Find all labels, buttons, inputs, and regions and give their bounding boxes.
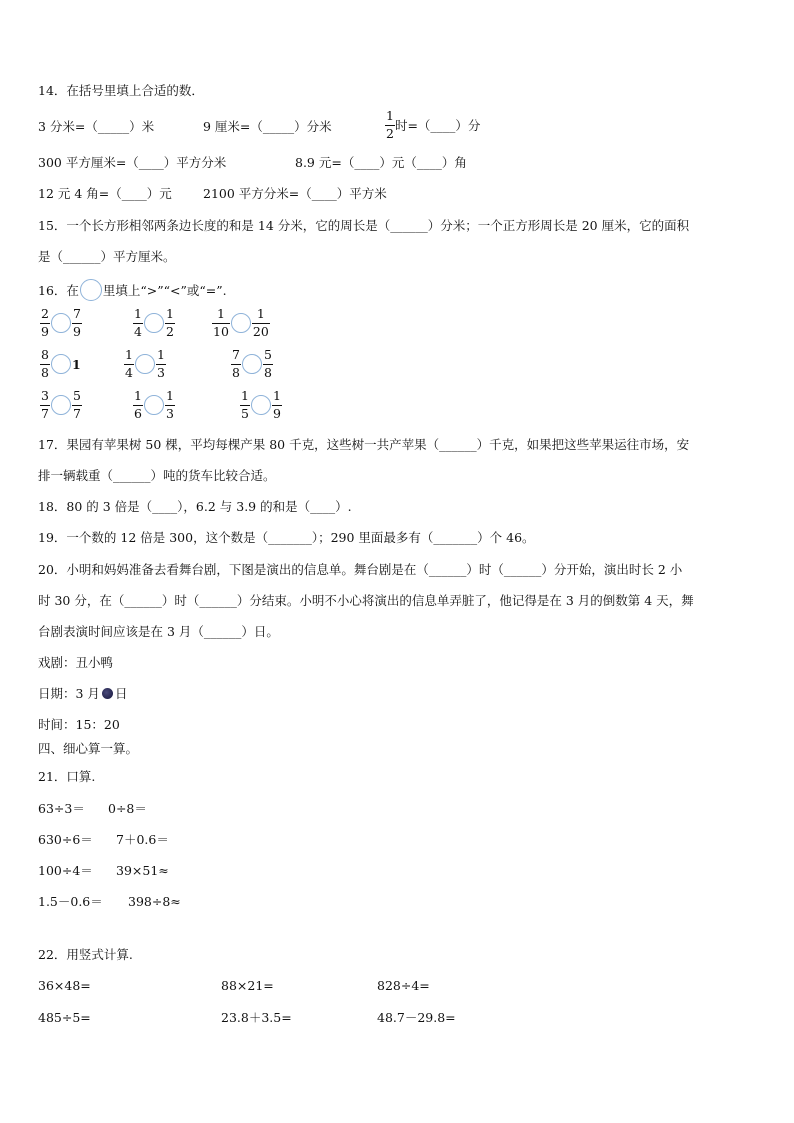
circle-icon	[80, 279, 102, 301]
compare-circle-input[interactable]	[242, 354, 262, 374]
q17-text: 排一辆载重（______）吨的货车比较合适。	[38, 468, 276, 483]
vertical-calc-item: 36×48=	[38, 978, 91, 993]
compare-circle-input[interactable]	[144, 313, 164, 333]
q20-date	[38, 684, 127, 702]
compare-item: $\frac{3}{7}$ $\frac{5}{7}$	[41, 388, 81, 421]
q19-text: 19．一个数的 12 倍是 300，这个数是（_______）；290 里面最多有（_______）个 46。	[38, 530, 535, 545]
q20-text: 台剧表演时间应该是在 3 月（______）日。	[38, 624, 279, 639]
q15-text: 15．一个长方形相邻两条边长度的和是 14 分米，它的周长是（______）分米；一个正方形周长是 20 厘米，它的面积	[38, 218, 690, 233]
q22-title: 22．用竖式计算.	[38, 947, 133, 962]
mental-calc-item: 630÷6＝	[38, 832, 93, 847]
q14-title: 14．在括号里填上合适的数．	[38, 83, 204, 98]
q20-text: 20．小明和妈妈准备去看舞台剧，下图是演出的信息单。舞台剧是在（______）时（______）分开始，演出时长 2 小	[38, 562, 683, 577]
mental-calc-item: 100÷4＝	[38, 863, 93, 878]
q20-drama: 戏剧：丑小鸭	[38, 655, 114, 670]
compare-item: $\frac{1}{4}$ $\frac{1}{2}$	[134, 306, 174, 339]
q16-title-pre: 16．在	[38, 283, 79, 298]
mental-calc-item: 398÷8≈	[128, 894, 181, 909]
compare-item: $\frac{7}{8}$ $\frac{5}{8}$	[232, 347, 272, 380]
q21-title: 21．口算.	[38, 769, 96, 784]
q14-item: 12 元 4 角=（____）元	[38, 186, 172, 201]
q14-item	[385, 110, 480, 140]
ink-smudge-icon	[102, 688, 113, 699]
vertical-calc-item: 48.7－29.8=	[377, 1010, 456, 1025]
compare-circle-input[interactable]	[144, 395, 164, 415]
q14-item: 2100 平方分米=（____）平方米	[203, 186, 387, 201]
q16-title-post: 里填上“>”“<”或“=”.	[102, 283, 227, 298]
q15-text: 是（______）平方厘米。	[38, 249, 176, 264]
q17-text: 17．果园有苹果树 50 棵，平均每棵产果 80 千克，这些树一共产苹果（______）千克，如果把这些苹果运往市场，安	[38, 437, 690, 452]
section-title: 四、细心算一算。	[38, 741, 139, 756]
compare-circle-input[interactable]	[251, 395, 271, 415]
mental-calc-item: 1.5－0.6＝	[38, 894, 103, 909]
vertical-calc-item: 23.8＋3.5=	[221, 1010, 292, 1025]
vertical-calc-item: 828÷4=	[377, 978, 430, 993]
q14-item-text: 时=（____）分	[394, 118, 481, 133]
compare-circle-input[interactable]	[135, 354, 155, 374]
compare-circle-input[interactable]	[51, 354, 71, 374]
mental-calc-item: 7＋0.6＝	[116, 832, 169, 847]
compare-right: 1	[71, 356, 81, 372]
compare-item: $\frac{1}{10}$ $\frac{1}{20}$	[213, 306, 269, 339]
q20-date-pre: 日期：3 月	[38, 686, 100, 701]
compare-item: $\frac{1}{6}$ $\frac{1}{3}$	[134, 388, 174, 421]
q14-item: 3 分米=（_____）米	[38, 119, 155, 134]
mental-calc-item: 63÷3＝	[38, 801, 85, 816]
mental-calc-item: 39×51≈	[116, 863, 169, 878]
compare-item: $\frac{1}{5}$ $\frac{1}{9}$	[241, 388, 281, 421]
compare-item: $\frac{1}{4}$ $\frac{1}{3}$	[125, 347, 165, 380]
fraction: $\frac{1}{2}$	[386, 108, 394, 141]
q14-item: 8.9 元=（____）元（____）角	[295, 155, 467, 170]
compare-item: $\frac{2}{9}$ $\frac{7}{9}$	[41, 306, 81, 339]
compare-circle-input[interactable]	[51, 395, 71, 415]
q18-text: 18．80 的 3 倍是（____），6.2 与 3.9 的和是（____）.	[38, 499, 352, 514]
q14-item: 300 平方厘米=（____）平方分米	[38, 155, 227, 170]
vertical-calc-item: 485÷5=	[38, 1010, 91, 1025]
q14-item: 9 厘米=（_____）分米	[203, 119, 332, 134]
mental-calc-item: 0÷8＝	[108, 801, 147, 816]
compare-circle-input[interactable]	[51, 313, 71, 333]
q20-date-post: 日	[114, 686, 128, 701]
q20-text: 时 30 分，在（______）时（______）分结束。小明不小心将演出的信息单弄脏了，他记得是在 3 月的倒数第 4 天，舞	[38, 593, 694, 608]
compare-item: $\frac{8}{8}$ 1	[41, 347, 81, 380]
q16-title	[38, 279, 227, 301]
compare-circle-input[interactable]	[231, 313, 251, 333]
vertical-calc-item: 88×21=	[221, 978, 274, 993]
q20-time: 时间：15：20	[38, 717, 120, 732]
